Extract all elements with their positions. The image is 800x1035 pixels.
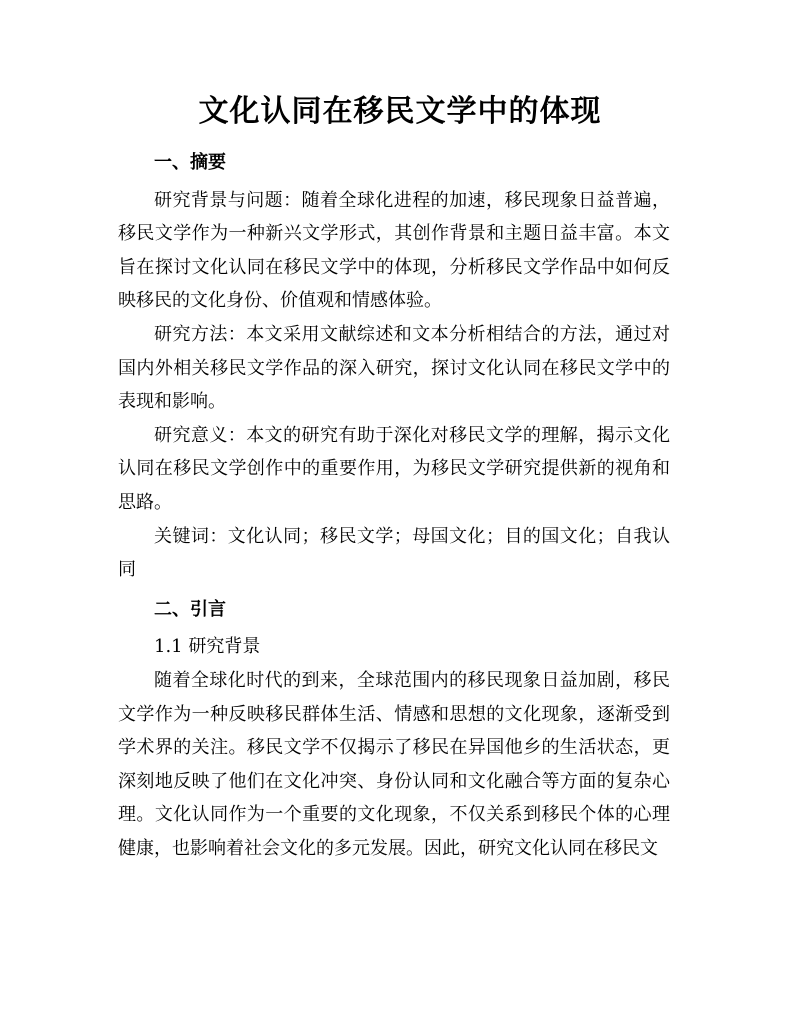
- subsection-heading: 1.1 研究背景: [154, 636, 261, 658]
- document-body: [118, 146, 670, 865]
- paragraph-significance: 研究意义：本文的研究有助于深化对移民文学的理解，揭示文化认同在移民文学创作中的重要作用，为移民文学研究提供新的视角和思路。: [118, 424, 670, 513]
- document-title: 文化认同在移民文学中的体现: [198, 94, 602, 129]
- section-introduction: [118, 593, 670, 866]
- section-abstract: [118, 146, 670, 587]
- paragraph-intro-background: 随着全球化时代的到来，全球范围内的移民现象日益加剧，移民文学作为一种反映移民群体生活、情感和思想的文化现象，逐渐受到学术界的关注。移民文学不仅揭示了移民在异国他乡的生活状态，更深刻地反映了他们在文化冲突、身份认同和文化融合等方面的复杂心理。文化认同作为一个重要的文化现象，不仅关系到移民个体的心理健康，也影响着社会文化的多元发展。因此，研究文化认同在移民文: [118, 669, 670, 859]
- paragraph-background: 研究背景与问题：随着全球化进程的加速，移民现象日益普遍，移民文学作为一种新兴文学形式，其创作背景和主题日益丰富。本文旨在探讨文化认同在移民文学中的体现，分析移民文学作品中如何反映移民的文化身份、价值观和情感体验。: [118, 189, 670, 312]
- paragraph-keywords: 关键词：文化认同；移民文学；母国文化；目的国文化；自我认同: [118, 525, 670, 581]
- section-heading: 一、摘要: [154, 152, 226, 173]
- section-heading: 二、引言: [154, 598, 226, 620]
- paragraph-methods: 研究方法：本文采用文献综述和文本分析相结合的方法，通过对国内外相关移民文学作品的深入研究，探讨文化认同在移民文学中的表现和影响。: [118, 323, 670, 413]
